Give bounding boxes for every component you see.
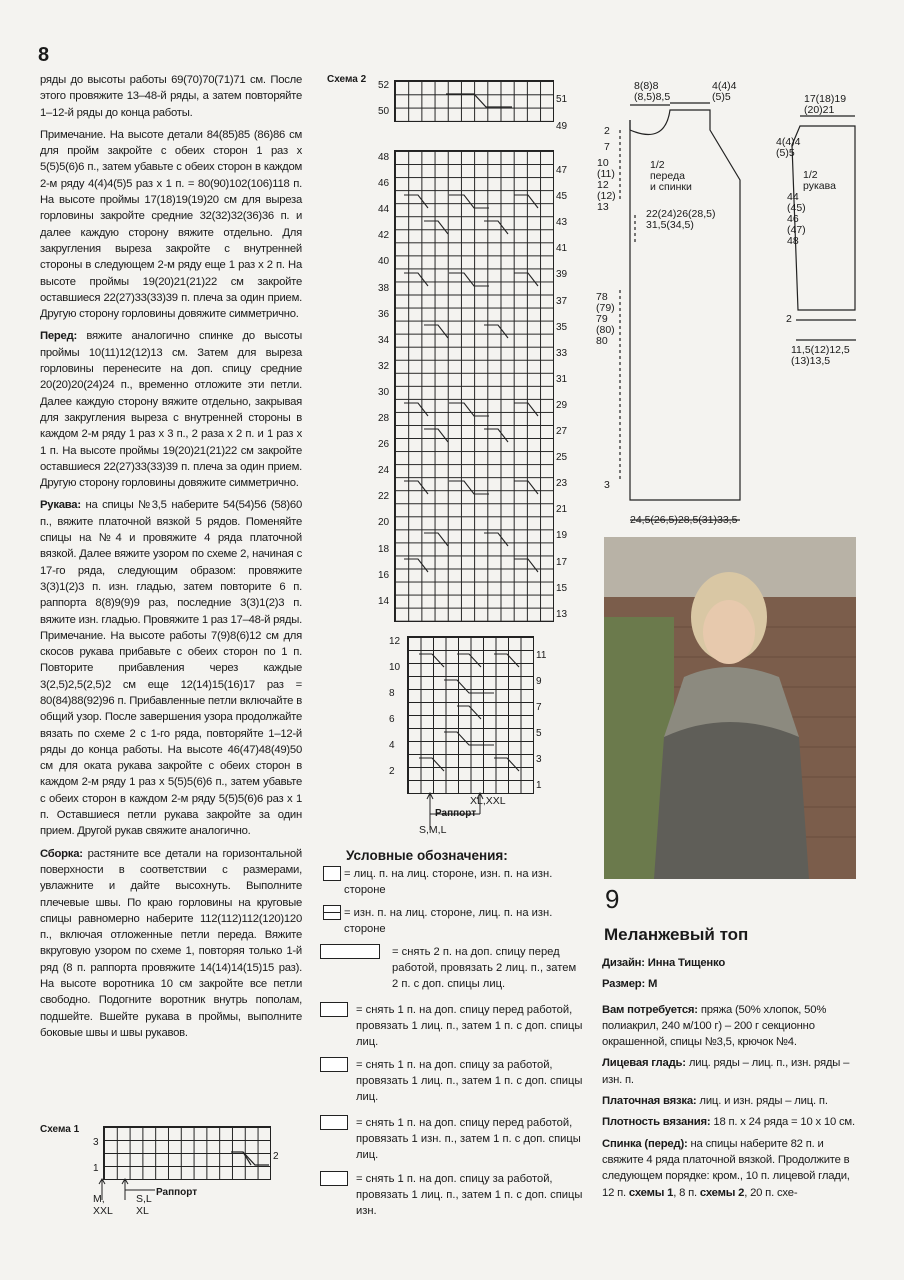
scheme2-row-number: 14 (378, 595, 390, 607)
scheme2-row-number: 35 (556, 321, 568, 333)
scheme2-title: Схема 2 (327, 74, 367, 85)
scheme2-row-number: 29 (556, 399, 568, 411)
scheme2-bot-cables (407, 636, 534, 794)
section-heading: Вам потребуется: (602, 1003, 698, 1016)
paragraph-text: растяните все детали на горизонтальной поверхности в соответствии с размерами, увлажните и дайте высохнуть. Выполните плечевые швы. По краю горловины на круговые спицы равномерно наберите 112(112)112(120)120 п., включая отложенные петли переда. Вяжите вкруговую узором по схеме 1, повторяя только 1-й ряд (8 п. раппорта провяжите 14(14)14(15)15 раз). На высоте воротника 10 см закройте все петли свободно. Подогните воротник внутрь пополам, подшейте. Вшейте рукава в проймы, выполните боковые швы и швы рукавов. (40, 847, 302, 1039)
scheme2-row-number: 41 (556, 243, 568, 255)
scheme2-row-number: 20 (378, 517, 390, 529)
dim-neck-width: 8(8)8 (8,5)8,5 (634, 80, 671, 103)
legend-item (320, 905, 585, 937)
scheme2-row-number: 28 (378, 413, 390, 424)
scheme2-row-number: 31 (556, 373, 568, 385)
scheme2-row-number: 11 (536, 650, 547, 661)
dim-hem-3: 3 (604, 479, 610, 491)
legend-text: = снять 1 п. на доп. спицу за работой, провязать 1 лиц. п., затем 1 п. с доп. спицы лиц. (356, 1059, 583, 1103)
scheme2-row-number: 47 (556, 165, 568, 176)
sleeve-piece-label: 1/2 рукава (803, 169, 836, 192)
legend-item (320, 1171, 585, 1219)
legend-text: = изн. п. на лиц. стороне, лиц. п. на изн. стороне (344, 907, 553, 935)
dim-sleeve-top: 17(18)19 (20)21 (804, 93, 847, 116)
scheme-ref: схемы 1 (628, 1186, 674, 1199)
scheme2-row-number: 30 (378, 386, 390, 398)
cable-2-2-front-icon (320, 944, 380, 959)
scheme2-row-number: 9 (536, 676, 542, 687)
scheme2-row-number: 33 (556, 347, 568, 359)
cable-purl-front-icon (320, 1115, 348, 1130)
scheme2-rapport: Раппорт (435, 808, 477, 819)
design-line (602, 955, 860, 971)
dim-shoulder: 4(4)4 (5)5 (712, 80, 737, 103)
scheme2-row-number: 46 (378, 178, 390, 190)
cable-1-1-back-icon (320, 1057, 348, 1072)
scheme2-row-number: 26 (378, 439, 390, 451)
section-heading: Спинка (перед): (602, 1137, 688, 1150)
scheme2-row-51: 51 (556, 94, 568, 105)
scheme2-row-number: 5 (536, 728, 542, 739)
scheme1-row-1: 1 (93, 1163, 99, 1174)
scheme2-row-number: 18 (378, 543, 390, 555)
scheme2-row-number: 24 (378, 465, 390, 477)
scheme2-row-number: 21 (556, 504, 568, 516)
left-text-column (40, 72, 302, 1047)
dim-cuff-width: 11,5(12)12,5 (13)13,5 (791, 344, 850, 367)
dim-body-width: 22(24)26(28,5) 31,5(34,5) (646, 208, 716, 231)
legend-text: = снять 2 п. на доп. спицу перед работой, провязать 2 лиц. п., затем 2 п. с доп. спицы лиц. (392, 946, 577, 990)
legend-item (320, 944, 585, 992)
scheme2-row-number: 36 (378, 308, 390, 320)
paragraph-text: на спицы наберите 82 п. и свяжите 4 ряда платочной вязкой. Продолжите в следующем порядке: кром., 10 п. лицевой глади, 12 п. (602, 1137, 850, 1199)
section-heading: Лицевая гладь: (602, 1057, 686, 1070)
paragraph-text: лиц. ряды – лиц. п., изн. ряды – изн. п. (602, 1057, 850, 1086)
legend-title: Условные обозначения: (346, 848, 508, 863)
paragraph (602, 1093, 860, 1109)
scheme2-row-number: 17 (556, 556, 568, 568)
paragraph-text: , 8 п. (673, 1186, 700, 1199)
legend-item (320, 1002, 585, 1050)
size-heading: Размер: M (602, 978, 658, 991)
paragraph (602, 1136, 860, 1201)
model-photo (604, 537, 856, 879)
scheme2-row-number: 16 (378, 569, 390, 581)
scheme2-row-number: 38 (378, 282, 390, 294)
dim-neck-2: 2 (604, 125, 610, 137)
scheme2-row-number: 22 (378, 491, 390, 503)
pattern-diagram (600, 70, 860, 540)
paragraph (602, 1055, 860, 1088)
legend-text: = снять 1 п. на доп. спицу за работой, провязать 1 лиц. п., затем 1 п. с доп. спицы изн. (356, 1173, 583, 1217)
scheme2-row-number: 27 (556, 426, 568, 437)
paragraph (40, 846, 302, 1042)
scheme2-row-number: 39 (556, 269, 568, 281)
photo-illustration (604, 537, 856, 879)
section-heading: Рукава: (40, 499, 81, 512)
right-text-column (602, 955, 860, 1206)
legend-item (320, 866, 585, 898)
paragraph-text: на спицы №3,5 наберите 54(54)56 (58)60 п., вяжите платочной вязкой 5 рядов. Поменяйте спицы на №4 и провяжите 4 ряда платочной вязкой. Далее вяжите узором по схеме 2, начиная с 17-го ряда, следующим образом: провяжите 3(3)1(2)3 п. изн. гладью, затем повторите 6 п. раппорта 8(8)9(9)9 раз, последние 3(3)1(2)3 п. вяжите изн. гладью. Провяжите 1 раз 17–48-й ряды. Примечание. На высоте работы 7(9)8(6)12 см для скосов рукава прибавьте с обеих сторон по 1 п. Повторите прибавления через каждые 3(2,5)2,5(2,5)2 см еще 12(14)15(16)17 раз = 80(84)88(92)96 п. Прибавленные петли включайте в общий узор. После завершения узора продолжайте вязать по схеме 2 с 1-го ряда, повторяйте 1–12-й ряды до конца работы. На высоте 46(47)48(49)50 см для оката рукава закройте с обеих сторон в каждом 2-м ряду 1 раз x 5(5)5(6)6 п., затем убавьте с обеих сторон в каждом 2-м ряду 5(5)5(6)6 раз x 1 п. Оставшиеся петли рукава закройте за один прием. Другой рукав свяжите аналогично. (40, 499, 302, 838)
legend-text: = снять 1 п. на доп. спицу перед работой, провязать 1 изн. п., затем 1 п. с доп. спицы лиц. (356, 1117, 581, 1161)
scheme2-size-sml: S,M,L (419, 824, 447, 836)
legend-text: = лиц. п. на лиц. стороне, изн. п. на изн. стороне (344, 868, 553, 896)
section-heading: Платочная вязка: (602, 1095, 697, 1108)
paragraph (40, 497, 302, 839)
scheme2-top-cable (394, 80, 554, 122)
scheme2-row-number: 19 (556, 530, 568, 542)
scheme2-row-number: 8 (389, 688, 395, 699)
scheme2-cable-marks (394, 150, 554, 622)
scheme1-rapport: Раппорт (156, 1187, 198, 1198)
scheme2-row-number: 2 (389, 766, 395, 777)
section-heading: Перед: (40, 330, 78, 343)
body-piece-label: 1/2 переда и спинки (650, 159, 692, 193)
scheme2-row-number: 1 (536, 780, 542, 791)
paragraph-text: , 20 п. схе- (744, 1186, 798, 1199)
scheme2-row-number: 48 (378, 152, 390, 163)
paragraph (602, 1114, 860, 1130)
project-number: 9 (605, 884, 620, 914)
dim-sleeve-length: 44 (45) 46 (47) 48 (787, 191, 806, 247)
scheme2-row-number: 15 (556, 582, 568, 594)
paragraph (602, 1002, 860, 1051)
paragraph-text: пряжа (50% хлопок, 50% полиакрил, 240 м/100 г) – 200 г секционно окрашенной, спицы №3,5, крючок №4. (602, 1003, 827, 1049)
scheme2-row-number: 23 (556, 478, 568, 490)
scheme2-row-number: 6 (389, 714, 395, 725)
dim-body-length: 78 (79) 79 (80) 80 (596, 291, 615, 347)
scheme2-row-number: 10 (389, 662, 401, 673)
scheme2-row-number: 7 (536, 702, 542, 713)
scheme2-row-number: 13 (556, 608, 568, 620)
scheme2-row-number: 44 (378, 204, 390, 216)
scheme2-row-number: 34 (378, 334, 390, 346)
paragraph (40, 328, 302, 491)
scheme1-size-s: S,L XL (136, 1193, 152, 1217)
scheme2-size-xl: XL,XXL (470, 795, 506, 807)
scheme1-title: Схема 1 (40, 1124, 80, 1135)
scheme2-row-number: 40 (378, 256, 390, 268)
scheme-ref: схемы 2 (699, 1186, 745, 1199)
legend-item (320, 1115, 585, 1163)
scheme2-row-52: 52 (378, 80, 390, 91)
cable-1-1-front-icon (320, 1002, 348, 1017)
scheme2-row-number: 43 (556, 217, 568, 229)
paragraph-text: лиц. и изн. ряды – лиц. п. (696, 1095, 828, 1108)
size-line (602, 976, 860, 992)
dim-bottom-width: 24,5(26,5)28,5(31)33,5 (630, 514, 738, 526)
project-title: Меланжевый топ (604, 925, 749, 944)
scheme1-row-2: 2 (273, 1151, 279, 1162)
scheme2-row-number: 3 (536, 754, 542, 765)
dim-sleeve-cap: 4(4)4 (5)5 (776, 136, 801, 159)
purl-stitch-icon (323, 905, 341, 920)
cable-purl-back-icon (320, 1171, 348, 1186)
scheme2-row-number: 4 (389, 740, 395, 751)
knit-stitch-icon (323, 866, 341, 881)
scheme2-row-number: 32 (378, 360, 390, 372)
dim-cuff-2: 2 (786, 313, 792, 325)
scheme2-row-number: 37 (556, 295, 568, 307)
scheme1-size-m: M, XXL (93, 1193, 113, 1217)
scheme2-row-50: 50 (378, 106, 390, 117)
scheme1-row-3: 3 (93, 1137, 99, 1148)
paragraph-text: 18 п. x 24 ряда = 10 x 10 см. (710, 1116, 855, 1129)
legend-text: = снять 1 п. на доп. спицу перед работой, провязать 1 лиц. п., затем 1 п. с доп. спицы лиц. (356, 1004, 583, 1048)
dim-armhole: 10 (11) 12 (12) 13 (597, 157, 616, 213)
scheme2-row-number: 12 (389, 636, 401, 647)
page-number: 8 (38, 44, 50, 66)
scheme2-row-number: 25 (556, 452, 568, 464)
section-heading: Плотность вязания: (602, 1116, 711, 1129)
paragraph-text: вяжите аналогично спинке до высоты проймы 10(11)12(12)13 см. Затем для выреза горловины перенесите на доп. спицу средние 20(20)20(24)24 п., временно отложите эти петли. Далее каждую сторону вяжите отдельно, закрывая для закругления выреза с внутренней стороны в каждом 2-м ряду 1 раз x 3 п., 2 раза x 2 п. и 1 раз x 1 п. На высоте проймы 19(20)21(21)22 см закройте оставшиеся 22(27)33(33)39 п. плеча за один прием. Другую сторону горловины довяжите симметрично. (40, 330, 302, 490)
design-heading: Дизайн: Инна Тищенко (602, 957, 726, 969)
scheme1-cables (103, 1126, 271, 1180)
scheme2-row-number: 45 (556, 191, 568, 203)
scheme2-row-49: 49 (556, 121, 568, 132)
paragraph: ряды до высоты работы 69(70)70(71)71 см. После этого провяжите 13–48-й ряды, а затем повторяйте 1–12-й ряды до конца работы. (40, 74, 302, 119)
paragraph: Примечание. На высоте детали 84(85)85 (86)86 см для пройм закройте с обеих сторон 1 раз x 5(5)5(6)6 п., затем убавьте с обеих сторон в каждом 2-м ряду 4(4)4(5)5 раз x 1 п. = 80(90)102(106)118 п. На высоте проймы 17(18)19(19)20 см для выреза горловины закройте средние 32(32)32(36)36 п. и далее каждую сторону вяжите отдельно. Для закругления выреза закройте с внутренней стороны в следующем 2-м ряду еще 1 раз x 2 п. На высоте проймы 19(20)21(21)22 см закройте оставшиеся 22(27)33(33)39 п. плеча за один прием. Другую сторону горловины довяжите симметрично. (40, 128, 302, 321)
legend-item (320, 1057, 585, 1105)
dim-neck-7: 7 (604, 141, 610, 153)
section-heading: Сборка: (40, 847, 83, 860)
scheme2-row-number: 42 (378, 230, 390, 242)
